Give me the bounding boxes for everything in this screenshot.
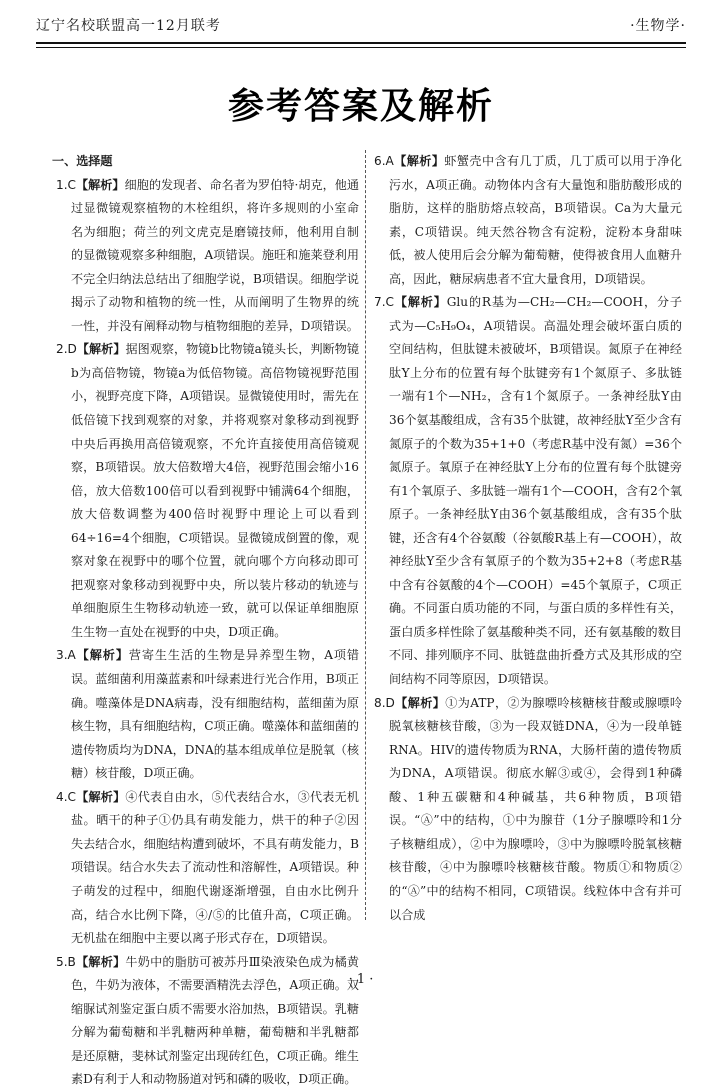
answer-item-4	[56, 786, 359, 951]
answer-item-3	[56, 644, 359, 785]
answer-number: 2.D	[56, 342, 77, 357]
column-divider	[365, 150, 366, 920]
analysis-tag: 【解析】	[394, 695, 446, 710]
analysis-tag: 【解析】	[75, 789, 126, 804]
analysis-tag: 【解析】	[393, 295, 447, 310]
page-title: 参考答案及解析	[227, 86, 494, 127]
header-rule-thin	[36, 47, 686, 48]
analysis-tag: 【解析】	[76, 342, 126, 357]
answer-text: ①为ATP，②为腺嘌呤核糖核苷酸或腺嘌呤脱氧核糖核苷酸，③为一段双链DNA，④为一段单链RNA。HIV的遗传物质为RNA，大肠杆菌的遗传物质为DNA，A项错误。彻底水解③或④，会得到1种磷酸、1种五碳糖和4种碱基，共6种物质，B项错误。“Ⓐ”中的结构，①中为腺苷（1分子腺嘌呤和1分子核糖组成），②中为腺嘌呤，③中为腺嘌呤脱氧核糖核苷酸，④中为腺嘌呤核糖核苷酸。物质①和物质②的“Ⓐ”中的结构不相同，C项错误。线粒体中含有并可以合成	[389, 695, 682, 922]
answer-number: 1.C	[56, 177, 76, 192]
analysis-tag: 【解析】	[75, 954, 126, 969]
section-title: 一、选择题	[52, 154, 113, 168]
analysis-tag: 【解析】	[393, 154, 445, 168]
answer-text: Glu的R基为—CH₂—CH₂—COOH，分子式为—C₅H₉O₄，A项错误。高温处理会破坏蛋白质的空间结构，但肽键未被破坏，B项错误。氮原子在神经肽Y上分布的位置有每个肽键旁有1个氮原子、多肽链一端有1个—NH₂，含有1个氮原子。一条神经肽Y由36个氨基酸组成，含有35个肽键，故神经肽Y至少含有氮原子的个数为35+1+0（考虑R基中没有氮）=36个氮原子。氧原子在神经肽Y上分布的位置有每个肽键旁有1个氧原子、多肽链一端有1个—COOH，含有2个氧原子。一条神经肽Y由36个氨基酸组成，含有35个肽键，还含有4个谷氨酸（谷氨酸R基上有—COOH），故神经肽Y至少含有氧原子的个数为35+2+8（考虑R基中含有谷氨酸的4个—COOH）=45个氧原子，C项正确。不同蛋白质功能的不同，与蛋白质的多样性有关，蛋白质多样性除了氨基酸种类不同，还有氨基酸的数目不同、排列顺序不同、肽链盘曲折叠方式及其形成的空间结构不同等原因，D项错误。	[389, 295, 682, 687]
answer-number: 3.A	[56, 648, 76, 663]
answer-item-2	[56, 338, 359, 644]
analysis-tag: 【解析】	[75, 177, 125, 192]
header-rule	[36, 42, 686, 44]
answer-number: 4.C	[56, 789, 76, 804]
answer-number: 6.A	[374, 154, 394, 168]
right-column	[374, 150, 682, 927]
answer-item-1	[56, 174, 359, 339]
answer-text: 虾蟹壳中含有几丁质，几丁质可以用于净化污水，A项正确。动物体内含有大量饱和脂肪酸形成的脂肪，这样的脂肪熔点较高，B项错误。Ca为大量元素，C项错误。纯天然谷物含有淀粉，淀粉本身甜味低，被人使用后会分解为葡萄糖，使得被食用人血糖升高，因此，糖尿病患者不宜大量食用，D项错误。	[389, 154, 682, 286]
answer-item-6	[374, 150, 682, 291]
left-column	[52, 150, 359, 1092]
answer-item-8	[374, 692, 682, 927]
answer-item-7	[374, 291, 682, 691]
answer-number: 7.C	[374, 295, 394, 310]
answer-number: 8.D	[374, 695, 395, 710]
header-exam-name: 辽宁名校联盟高一12月联考	[36, 18, 221, 34]
answer-number: 5.B	[56, 954, 76, 969]
page-header	[36, 8, 686, 42]
answer-text: ④代表自由水，⑤代表结合水，③代表无机盐。晒干的种子①仍具有萌发能力，烘干的种子②因失去结合水，细胞结构遭到破坏，不具有萌发能力，B项错误。结合水失去了流动性和溶解性，A项错误。种子萌发的过程中，细胞代谢逐渐增强，自由水比例升高，结合水比例下降，④/⑤的比值升高，C项正确。无机盐在细胞中主要以离子形式存在，D项错误。	[71, 789, 359, 946]
answer-text: 牛奶中的脂肪可被苏丹Ⅲ染液染色成为橘黄色，牛奶为液体，不需要酒精洗去浮色，A项正确。双缩脲试剂鉴定蛋白质不需要水浴加热，B项错误。乳糖分解为葡萄糖和半乳糖两种单糖，葡萄糖和半乳糖都是还原糖，斐林试剂鉴定出现砖红色，C项正确。维生素D有利于人和动物肠道对钙和磷的吸收，D项正确。	[71, 954, 359, 1087]
analysis-tag: 【解析】	[75, 648, 129, 663]
answer-text: 营寄生生活的生物是异养型生物，A项错误。蓝细菌利用藻蓝素和叶绿素进行光合作用，B项正确。噬藻体是DNA病毒，没有细胞结构，蓝细菌为原核生物，具有细胞结构，C项正确。噬藻体和蓝细菌的遗传物质均为DNA，DNA的基本组成单位是脱氧（核糖）核苷酸，D项正确。	[71, 648, 359, 781]
answer-text: 据图观察，物镜b比物镜a镜头长，判断物镜b为高倍物镜，物镜a为低倍物镜。高倍物镜视野范围小，视野亮度下降，A项错误。显微镜使用时，需先在低倍镜下找到观察的对象，并将观察对象移动到视野中央后再换用高倍镜观察，不允许直接使用高倍镜观察，B项错误。放大倍数增大4倍，视野范围会缩小16倍，放大倍数100倍可以看到视野中铺满64个细胞，放大倍数调整为400倍时视野中理论上可以看到64÷16=4个细胞，C项错误。显微镜成倒置的像，观察对象在视野中的哪个位置，就向哪个方向移动即可把观察对象移动到视野中央，所以装片移动的轨迹与单细胞原生生物移动轨迹一致，就可以保证单细胞原生生物一直处在视野的中央，D项正确。	[71, 342, 359, 639]
answer-text: 细胞的发现者、命名者为罗伯特·胡克，他通过显微镜观察植物的木栓组织，将许多规则的小室命名为细胞；荷兰的列文虎克是磨镜技师，他利用自制的显微镜观察多种细胞，A项错误。施旺和施莱登利用不完全归纳法总结出了细胞学说，B项错误。细胞学说揭示了动物和植物的统一性，从而阐明了生物界的统一性，并没有阐释动物与植物细胞的差异，D项错误。	[71, 177, 359, 333]
page-number: · 1 ·	[348, 972, 374, 987]
header-subject: ·生物学·	[630, 18, 686, 34]
